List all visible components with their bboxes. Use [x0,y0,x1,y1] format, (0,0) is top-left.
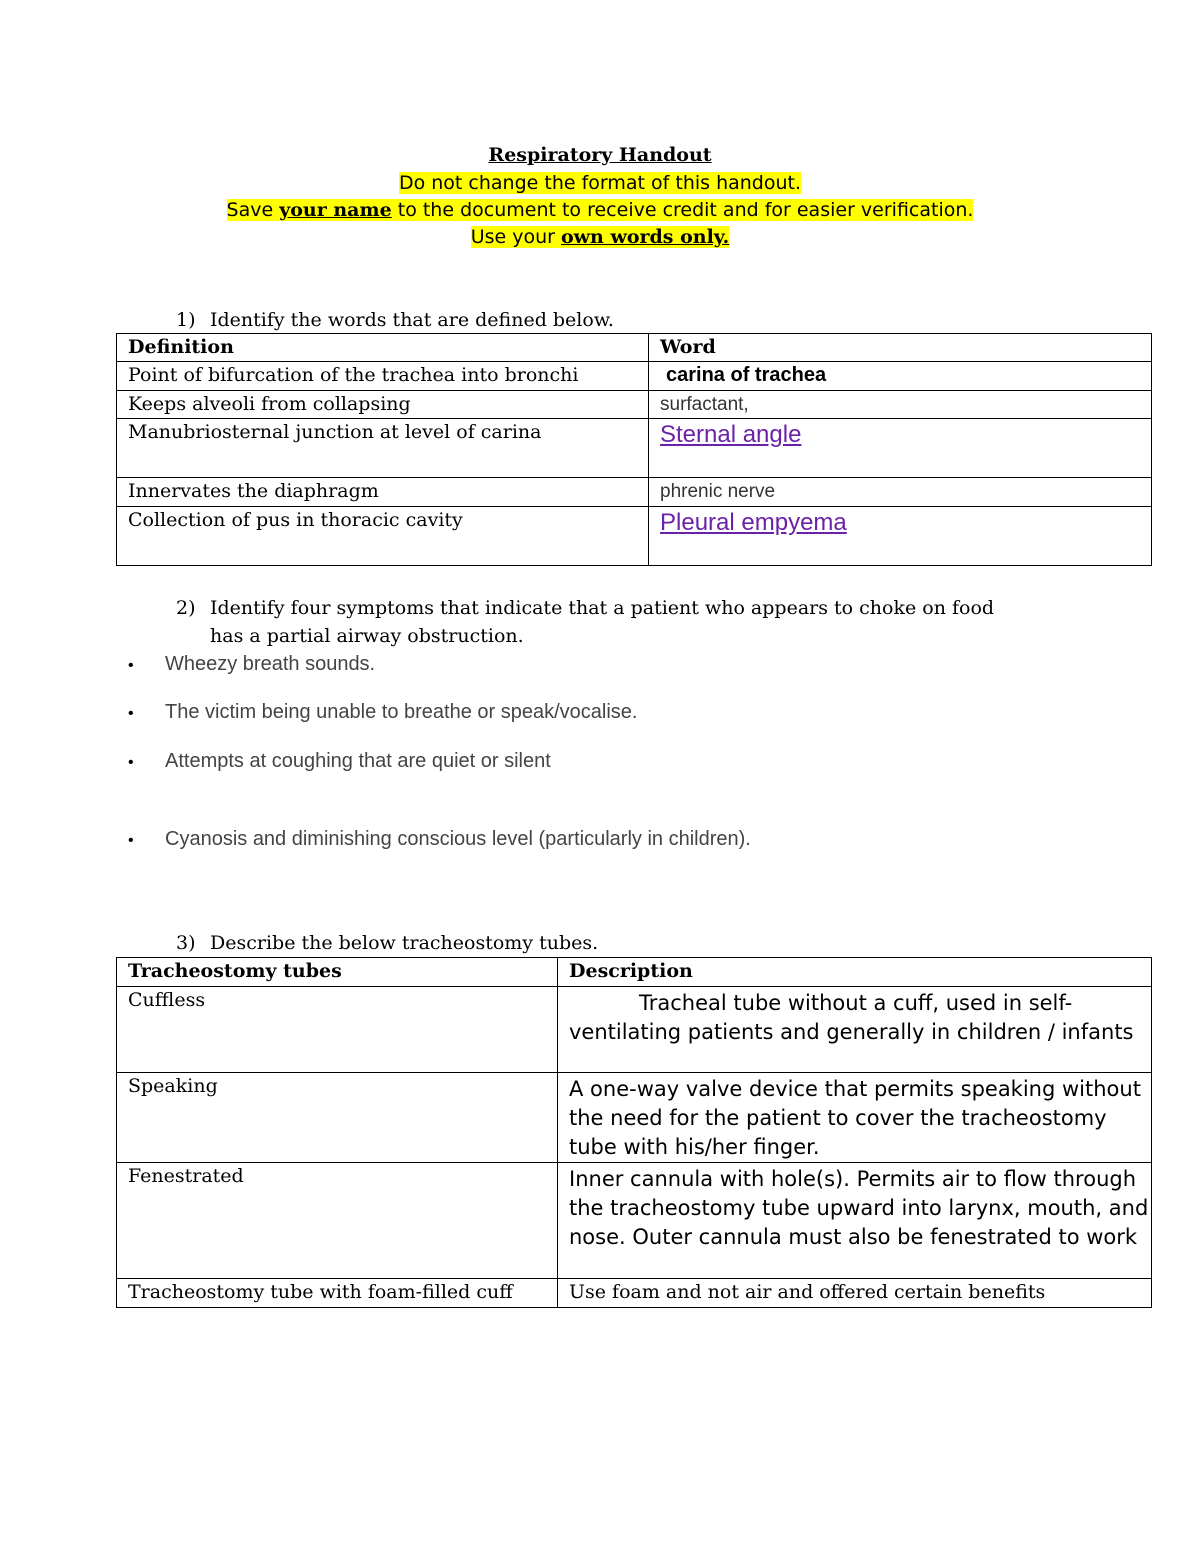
question-2-continued [210,625,524,647]
list-item [128,701,638,724]
tube-cell: Cuffless [117,987,558,1073]
table-row [117,1073,1152,1163]
table-row [117,362,1152,391]
symptom-text: The victim being unable to breathe or speak/vocalise. [165,701,638,723]
header-tube: Tracheostomy tubes [117,958,558,987]
instruction-save-pre: Save [226,199,280,221]
table-row [117,391,1152,419]
tube-cell: Tracheostomy tube with foam-filled cuff [117,1279,558,1308]
tracheostomy-table [116,957,1152,1308]
definition-cell: Point of bifurcation of the trachea into bronchi [117,362,649,391]
question-2-number: 2) [176,597,196,619]
tube-cell: Fenestrated [117,1163,558,1279]
symptom-text: Attempts at coughing that are quiet or silent [165,750,551,772]
question-1-text: Identify the words that are defined below. [210,309,614,331]
word-cell[interactable] [649,391,1152,419]
description-cell[interactable]: A one-way valve device that permits speaking without the need for the patient to cover the tracheostomy tube with his/her finger. [558,1073,1152,1163]
description-cell[interactable]: Tracheal tube without a cuff, used in self-ventilating patients and generally in children / infants [558,987,1152,1073]
word-value-link[interactable]: Sternal angle [660,421,802,448]
header-definition: Definition [117,334,649,362]
word-value: surfactant, [660,394,749,415]
symptom-text: Cyanosis and diminishing conscious level (particularly in children). [165,828,751,850]
definition-cell: Collection of pus in thoracic cavity [117,507,649,566]
bullet-icon: • [128,832,134,849]
word-cell[interactable] [649,507,1152,566]
definition-cell: Manubriosternal junction at level of carina [117,419,649,478]
table-row [117,1279,1152,1308]
question-2-text-line1: Identify four symptoms that indicate that a patient who appears to choke on food [210,597,995,619]
header-word: Word [649,334,1152,362]
word-cell[interactable] [649,419,1152,478]
page-title: Respiratory Handout [488,144,712,166]
question-1-number: 1) [176,309,196,331]
table-header-row [117,334,1152,362]
description-cell[interactable]: Use foam and not air and offered certain benefits [558,1279,1152,1308]
list-item [128,653,375,676]
word-cell[interactable] [649,478,1152,507]
question-2-text-line2: has a partial airway obstruction. [210,625,524,647]
table-row [117,507,1152,566]
list-item [128,750,551,773]
instruction-save-post: to the document to receive credit and for easier verification. [391,199,974,221]
instruction-own-bold: own words only. [561,226,730,248]
description-cell[interactable]: Inner cannula with hole(s). Permits air to flow through the tracheostomy tube upward into larynx, mouth, and nose. Outer cannula must also be fenestrated to work [558,1163,1152,1279]
table-row [117,987,1152,1073]
question-3 [176,932,598,954]
definitions-table [116,333,1152,566]
instruction-own-pre: Use your [470,226,561,248]
header-description: Description [558,958,1152,987]
instruction-format [0,172,1200,194]
definition-cell: Keeps alveoli from collapsing [117,391,649,419]
table-row [117,1163,1152,1279]
symptom-text: Wheezy breath sounds. [165,653,376,675]
tube-cell: Speaking [117,1073,558,1163]
question-1 [176,309,614,331]
instruction-save-name [0,199,1200,221]
instruction-own-words [0,226,1200,248]
bullet-icon: • [128,705,134,722]
question-3-text: Describe the below tracheostomy tubes. [210,932,599,954]
word-value: carina of trachea [666,364,827,386]
table-header-row [117,958,1152,987]
instruction-format-text: Do not change the format of this handout. [398,172,802,194]
list-item [128,828,751,851]
definition-cell: Innervates the diaphragm [117,478,649,507]
bullet-icon: • [128,754,134,771]
word-cell[interactable] [649,362,1152,391]
table-row [117,419,1152,478]
question-2 [176,597,994,619]
table-row [117,478,1152,507]
bullet-icon: • [128,657,134,674]
word-value-link[interactable]: Pleural empyema [660,509,847,536]
question-3-number: 3) [176,932,196,954]
instruction-save-bold: your name [279,199,392,221]
word-value: phrenic nerve [660,481,776,502]
